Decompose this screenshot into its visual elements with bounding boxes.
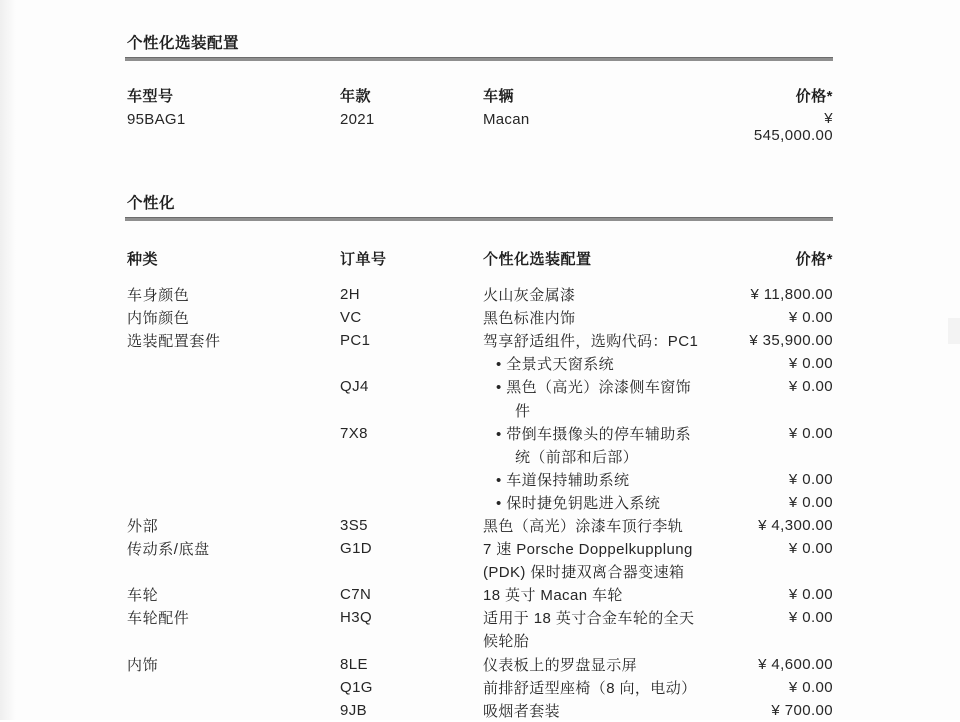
option-code: 9JB: [340, 701, 368, 719]
scan-right-smudge: [948, 318, 960, 344]
page-title: 个性化选装配置: [127, 35, 240, 52]
option-category: 车轮配件: [127, 610, 190, 628]
vehicle-header-year: 年款: [340, 88, 372, 105]
option-price: ¥ 35,900.00: [749, 332, 833, 350]
option-category: 车轮: [127, 587, 159, 605]
vehicle-year: 2021: [340, 111, 375, 128]
option-category: 传动系/底盘: [127, 541, 210, 559]
vehicle-table-row: [127, 111, 833, 144]
option-desc: 驾享舒适组件，选购代码：PC1: [483, 333, 699, 351]
option-price: ¥ 11,800.00: [750, 286, 833, 304]
option-price: ¥ 0.00: [788, 355, 833, 373]
option-line: [127, 653, 833, 676]
option-price: ¥ 0.00: [788, 378, 833, 396]
option-line: [127, 606, 833, 629]
option-desc: • 全景式天窗系统: [496, 356, 615, 374]
option-line: [127, 398, 833, 421]
option-line: [127, 699, 833, 722]
option-desc: 统（前部和后部）: [515, 448, 639, 466]
option-price: ¥ 0.00: [788, 609, 833, 627]
option-desc: • 车道保持辅助系统: [496, 471, 630, 489]
vehicle-header-model: 车型号: [127, 88, 174, 105]
option-line: [127, 537, 833, 560]
option-line: [127, 445, 833, 468]
option-desc: 适用于 18 英寸合金车轮的全天: [483, 610, 695, 628]
options-table-header: [127, 248, 833, 268]
option-line: [127, 283, 833, 306]
option-desc: 前排舒适型座椅（8 向，电动）: [483, 679, 697, 697]
option-code: H3Q: [340, 609, 373, 627]
section-title: 个性化: [127, 195, 176, 212]
option-price: ¥ 4,300.00: [758, 516, 833, 534]
option-line: [127, 629, 833, 652]
option-price: ¥ 0.00: [788, 493, 833, 511]
option-code: 3S5: [340, 516, 368, 534]
option-desc: 仪表板上的罗盘显示屏: [483, 656, 638, 674]
option-line: [127, 306, 833, 329]
vehicle-name: Macan: [483, 111, 530, 128]
option-price: ¥ 4,600.00: [758, 655, 833, 673]
option-price: ¥ 0.00: [788, 424, 833, 442]
option-category: 车身颜色: [127, 287, 190, 305]
vehicle-header-price: 价格*: [795, 88, 833, 105]
option-category: 选装配置套件: [127, 333, 221, 351]
option-code: Q1G: [340, 678, 373, 696]
options-header-category: 种类: [127, 251, 159, 268]
option-desc: • 黑色（高光）涂漆侧车窗饰: [496, 379, 692, 397]
option-price: ¥ 0.00: [788, 586, 833, 604]
option-desc: • 带倒车摄像头的停车辅助系: [496, 425, 692, 443]
option-price: ¥ 0.00: [788, 540, 833, 558]
option-code: 8LE: [340, 655, 368, 673]
vehicle-price: [754, 111, 833, 144]
vehicle-price-currency: ¥: [824, 110, 833, 127]
option-desc: 件: [515, 402, 531, 420]
option-line: [127, 329, 833, 352]
option-category: 外部: [127, 517, 159, 535]
divider-rule: [125, 57, 833, 61]
option-line: [127, 422, 833, 445]
option-code: 2H: [340, 286, 360, 304]
option-line: [127, 468, 833, 491]
option-line: [127, 560, 833, 583]
option-price: ¥ 700.00: [771, 701, 833, 719]
option-category: 内饰颜色: [127, 310, 190, 328]
options-header-price: 价格*: [795, 251, 833, 268]
scan-edge-shade: [0, 0, 16, 720]
option-price: ¥ 0.00: [788, 678, 833, 696]
option-category: 内饰: [127, 656, 159, 674]
option-line: [127, 514, 833, 537]
option-desc: • 保时捷免钥匙进入系统: [496, 494, 661, 512]
option-code: QJ4: [340, 378, 369, 396]
option-code: 7X8: [340, 424, 368, 442]
vehicle-price-amount: 545,000.00: [753, 126, 833, 144]
option-code: PC1: [340, 332, 371, 350]
option-desc: 候轮胎: [483, 633, 530, 651]
option-desc: 火山灰金属漆: [483, 287, 576, 305]
option-line: [127, 583, 833, 606]
option-line: [127, 491, 833, 514]
vehicle-model: 95BAG1: [127, 111, 186, 128]
option-code: C7N: [340, 586, 372, 604]
option-desc: 18 英寸 Macan 车轮: [483, 587, 623, 605]
divider-rule: [125, 217, 833, 221]
option-desc: 吸烟者套装: [483, 702, 561, 720]
option-line: [127, 352, 833, 375]
options-header-config: 个性化选装配置: [483, 251, 592, 268]
option-desc: 黑色（高光）涂漆车顶行李轨: [483, 517, 684, 535]
option-code: G1D: [340, 540, 373, 558]
options-header-code: 订单号: [340, 251, 387, 268]
option-price: ¥ 0.00: [788, 309, 833, 327]
option-price: ¥ 0.00: [788, 470, 833, 488]
option-desc: 7 速 Porsche Doppelkupplung: [483, 541, 693, 559]
option-line: [127, 676, 833, 699]
option-desc: (PDK) 保时捷双离合器变速箱: [483, 564, 685, 582]
vehicle-table-header: [127, 85, 833, 105]
vehicle-header-vehicle: 车辆: [483, 88, 515, 105]
option-code: VC: [340, 309, 362, 327]
option-line: [127, 375, 833, 398]
option-desc: 黑色标准内饰: [483, 310, 576, 328]
options-table: [127, 283, 833, 722]
